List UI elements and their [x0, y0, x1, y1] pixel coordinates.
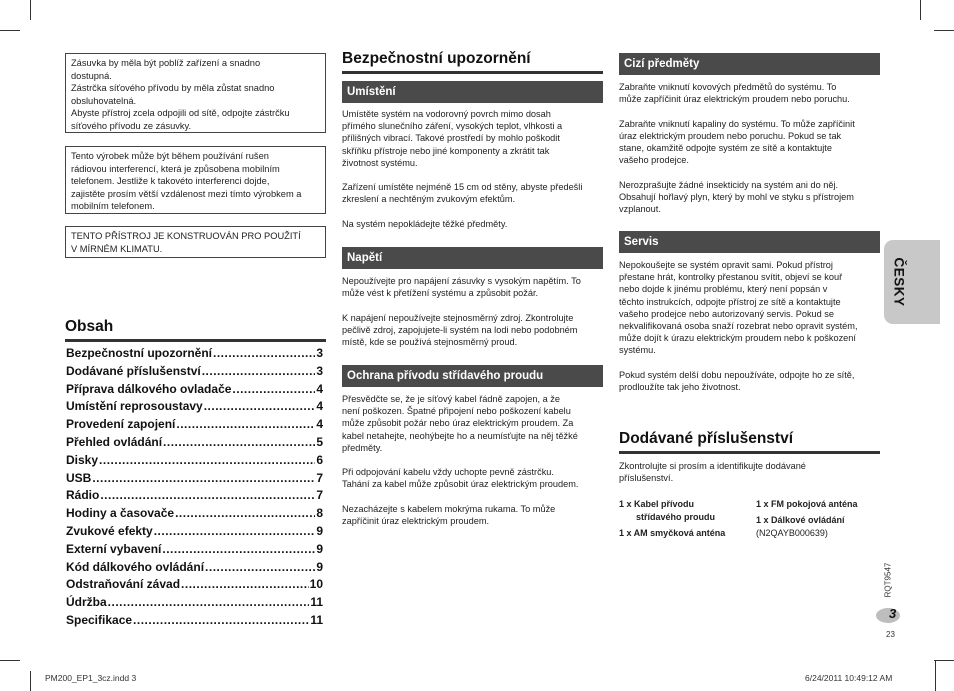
accessory-ac-cord — [619, 498, 715, 523]
voltage-text: Nepoužívejte pro napájení zásuvky s vysokým napětím. To může vést k přetížení systému a způsobit požár. K napájení nepoužívejte stejnosměrný zdroj. Zkontrolujte pečlivě zdroj, zapojujete-li systém na lodi nebo podobném místě, kde se používá stejnosměrný proud. — [342, 276, 581, 348]
toc-entry[interactable] — [66, 364, 323, 382]
toc-entry-page: 7 — [316, 470, 323, 485]
crop-mark — [0, 30, 20, 31]
accessory-label: střídavého proudu — [636, 511, 716, 522]
section-bar-ac-cord: Ochrana přívodu střídavého proudu — [342, 365, 603, 387]
foreign-objects-text: Zabraňte vniknutí kovových předmětů do systému. To může zapříčinit úraz elektrickým proudem nebo poruchu. Zabraňte vniknutí kapaliny do systému. To může zapříčinit úraz elektrickým proudem nebo poruchu. Pokud se tak stane, okamžitě odpojte systém ze sítě a kontaktujte vašeho prodejce. Nerozprašujte žádné insekticidy na systém ani do něj. Obsahují hořlavý plyn, který by mohl ve styku s přístrojem vzplanout. — [619, 82, 855, 215]
toc-entry-name: Externí vybavení — [66, 541, 162, 556]
section-bar-placement: Umístění — [342, 81, 603, 103]
document-id: RQT9547 — [883, 562, 893, 598]
toc-entry-name: Dodávané příslušenství — [66, 363, 201, 378]
accessory-fm-antenna — [756, 498, 858, 511]
toc-entry[interactable] — [66, 382, 323, 400]
crop-mark — [0, 660, 20, 661]
crop-mark — [920, 0, 921, 20]
toc-entry-page: 5 — [316, 434, 323, 449]
toc-leader — [204, 399, 316, 413]
toc-entry[interactable] — [66, 346, 323, 364]
crop-mark — [935, 660, 936, 691]
toc-leader — [100, 488, 315, 502]
crop-mark — [30, 671, 31, 691]
toc-entry[interactable] — [66, 435, 323, 453]
toc-entry[interactable] — [66, 595, 323, 613]
toc-leader — [92, 471, 315, 485]
toc-entry-name: Údržba — [66, 595, 107, 610]
toc-entry-name: Bezpečnostní upozornění — [66, 346, 213, 360]
accessory-label: 1 x Dálkové ovládání — [756, 515, 845, 525]
language-tab-label: ČESKY — [891, 257, 907, 307]
toc-entry[interactable] — [66, 399, 323, 417]
toc-entry-page: 6 — [316, 452, 323, 467]
toc-entry-page: 11 — [310, 595, 323, 610]
toc-leader — [175, 506, 315, 520]
toc-leader — [108, 595, 310, 609]
page-number-oval — [876, 608, 900, 623]
crop-mark — [934, 30, 954, 31]
toc-entry-page: 9 — [316, 541, 323, 556]
page-number-absolute: 23 — [886, 630, 895, 639]
toc-entry-page: 9 — [316, 523, 323, 538]
toc-entry-name: Umístění reprosoustavy — [66, 399, 203, 414]
toc-leader — [154, 524, 316, 538]
toc-entry-page: 9 — [316, 559, 323, 574]
toc-leader — [213, 346, 315, 360]
toc-entry-name: Odstraňování závad — [66, 577, 181, 592]
footer-filename: PM200_EP1_3cz.indd 3 — [45, 673, 137, 683]
accessories-title: Dodávané příslušenství — [619, 430, 794, 447]
accessory-label: 1 x Kabel přívodu — [619, 499, 695, 509]
safety-rule — [342, 71, 603, 74]
toc-entry-name: Přehled ovládání — [66, 434, 163, 449]
notice-text: Tento výrobek může být během používání rušen rádiovou interferencí, která je způsobena mobilním telefonem. Jestliže k takovéto interferenci dojde, zajistěte prosím větší vzdálenost mezi tímto výrobkem a mobilním telefonem. — [71, 151, 302, 212]
toc-entry[interactable] — [66, 471, 323, 489]
placement-text: Umístěte systém na vodorovný povrch mimo dosah přímého slunečního záření, vysokých teplot, vlhkosti a přílišných vibrací. Takové prostředí by mohlo poškodit skříňku přístroje nebo jiné komponenty a zkrátit tak životnost systému. Zařízení umístěte nejméně 15 cm od stěny, abyste předešli zkreslení a nechtěným zvukovým efektům. Na systém nepokládejte těžké předměty. — [342, 109, 583, 229]
toc-leader — [162, 542, 315, 556]
ac-cord-text: Přesvědčte se, že je síťový kabel řádně zapojen, a že není poškozen. Špatné připojení nebo poškození kabelu může způsobit požár nebo úraz elektrickým proudem. Za kabel netahejte, neohýbejte ho a neumísťujte na něj těžké předměty. Při odpojování kabelu vždy uchopte pevně zástrčku. Tahání za kabel může způsobit úraz elektrickým proudem. Nezacházejte s kabelem mokrýma rukama. To může zapříčinit úraz elektrickým proudem. — [342, 394, 579, 527]
toc-entry-page: 4 — [316, 417, 323, 432]
toc-entry-page: 3 — [316, 363, 323, 378]
toc-entry[interactable] — [66, 453, 323, 471]
table-of-contents — [66, 346, 323, 631]
toc-entry-name: Rádio — [66, 488, 100, 503]
toc-entry-name: Zvukové efekty — [66, 523, 153, 538]
accessory-code: (N2QAYB000639) — [756, 527, 828, 538]
toc-entry-name: Hodiny a časovače — [66, 506, 175, 521]
service-text: Nepokoušejte se systém opravit sami. Pokud přístroj přestane hrát, kontrolky přestanou svítit, objeví se kouř nebo dojde k jinému problému, který není popsán v těchto instrukcích, odpojte přístroj ze sítě a kontaktujte vašeho prodejce nebo autorizovaný servis. Pokud se nekvalifikovaná osoba snaží rozebrat nebo opravit systém, může dojít k úrazu elektrickým proudem nebo k poškození systému. Pokud systém delší dobu nepoužíváte, odpojte ho ze sítě, prodloužíte tak jeho životnost. — [619, 260, 858, 393]
notice-box-climate — [65, 226, 326, 258]
toc-leader — [202, 364, 316, 378]
toc-leader — [176, 417, 315, 431]
notice-text: TENTO PŘÍSTROJ JE KONSTRUOVÁN PRO POUŽITÍ V MÍRNÉM KLIMATU. — [71, 231, 301, 254]
notice-text: Zásuvka by měla být poblíž zařízení a snadno dostupná. Zástrčka síťového přívodu by měla zůstat snadno obsluhovatelná. Abyste přístroj zcela odpojili od sítě, odpojte zástrčku síťového přívodu ze zásuvky. — [71, 58, 290, 131]
toc-leader — [99, 453, 315, 467]
notice-box-interference — [65, 146, 326, 214]
toc-entry[interactable] — [66, 488, 323, 506]
accessory-label: 1 x AM smyčková anténa — [619, 528, 726, 538]
toc-leader — [232, 382, 315, 396]
toc-entry-name: Kód dálkového ovládání — [66, 559, 205, 574]
toc-entry[interactable] — [66, 417, 323, 435]
accessories-rule — [619, 451, 880, 454]
crop-mark — [30, 0, 31, 20]
toc-leader — [205, 560, 315, 574]
toc-rule — [65, 339, 326, 342]
toc-entry-page: 7 — [316, 488, 323, 503]
toc-entry-page: 10 — [309, 577, 323, 592]
toc-entry-name: Provedení zapojení — [66, 417, 176, 432]
toc-entry-page: 4 — [316, 399, 323, 414]
toc-entry-page: 8 — [316, 506, 323, 521]
accessory-label: 1 x FM pokojová anténa — [756, 499, 858, 509]
toc-entry-name: Příprava dálkového ovladače — [66, 381, 232, 396]
toc-entry[interactable] — [66, 613, 323, 631]
toc-entry[interactable] — [66, 560, 323, 578]
accessory-am-antenna — [619, 527, 725, 540]
section-bar-voltage: Napětí — [342, 247, 603, 269]
toc-leader — [133, 613, 309, 627]
notice-box-outlet — [65, 53, 326, 133]
accessories-intro: Zkontrolujte si prosím a identifikujte dodávané příslušenství. — [619, 461, 806, 484]
page-number: 3 — [889, 606, 897, 621]
toc-entry[interactable] — [66, 524, 323, 542]
toc-entry[interactable] — [66, 577, 323, 595]
toc-entry[interactable] — [66, 506, 323, 524]
toc-entry-page: 3 — [316, 346, 323, 360]
safety-title: Bezpečnostní upozornění — [342, 50, 531, 67]
accessory-remote — [756, 514, 845, 539]
toc-title: Obsah — [65, 318, 114, 335]
toc-entry[interactable] — [66, 542, 323, 560]
toc-entry-page: 11 — [310, 612, 323, 627]
toc-leader — [181, 577, 309, 591]
section-bar-foreign-objects: Cizí předměty — [619, 53, 880, 75]
toc-entry-page: 4 — [316, 381, 323, 396]
toc-entry-name: USB — [66, 470, 92, 485]
toc-entry-name: Disky — [66, 452, 99, 467]
toc-leader — [163, 435, 315, 449]
section-bar-service: Servis — [619, 231, 880, 253]
toc-entry-name: Specifikace — [66, 612, 133, 627]
crop-mark — [934, 660, 954, 661]
footer-datetime: 6/24/2011 10:49:12 AM — [805, 673, 893, 683]
